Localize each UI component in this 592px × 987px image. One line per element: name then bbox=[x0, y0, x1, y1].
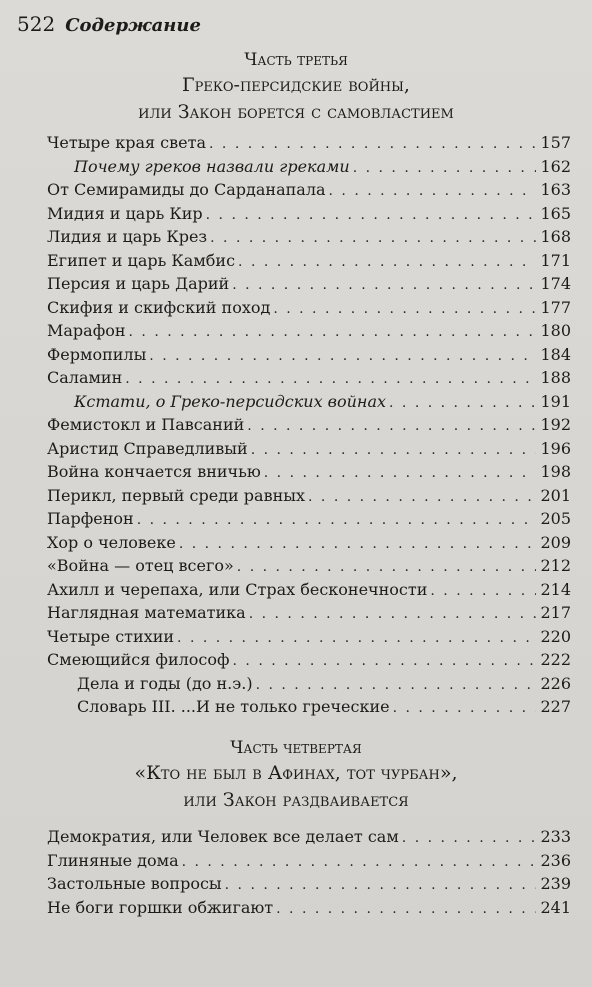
toc-entry bbox=[47, 695, 571, 719]
dot-leader bbox=[233, 650, 537, 674]
toc-entry-page: 165 bbox=[540, 203, 571, 223]
toc-entry-page: 233 bbox=[540, 827, 571, 846]
toc-part-three bbox=[47, 131, 571, 719]
dot-leader bbox=[353, 157, 537, 181]
toc-entry-title: Глиняные дома bbox=[47, 850, 179, 870]
toc-entry-page: 184 bbox=[540, 344, 571, 364]
toc-entry-title: Словарь III. ...И не только греческие bbox=[77, 697, 390, 716]
dot-leader bbox=[232, 274, 536, 298]
toc-entry bbox=[47, 825, 571, 849]
toc-entry bbox=[47, 507, 571, 531]
dot-leader bbox=[179, 533, 537, 557]
toc-entry-page: 177 bbox=[540, 297, 571, 317]
dot-leader bbox=[206, 204, 537, 228]
toc-entry bbox=[47, 272, 571, 296]
toc-entry-title: Почему греков назвали греками bbox=[74, 156, 350, 176]
toc-entry bbox=[47, 390, 571, 414]
toc-entry-page: 201 bbox=[540, 485, 571, 505]
toc-entry-page: 239 bbox=[540, 874, 571, 893]
toc-entry-title: Смеющийся философ bbox=[47, 650, 230, 669]
toc-entry-page: 191 bbox=[540, 391, 571, 411]
toc-entry bbox=[47, 531, 571, 555]
dot-leader bbox=[273, 298, 536, 322]
dot-leader bbox=[430, 580, 536, 604]
toc-entry-page: 209 bbox=[540, 532, 571, 552]
toc-entry bbox=[47, 178, 571, 202]
toc-entry-title: Марафон bbox=[47, 321, 126, 340]
toc-entry-page: 157 bbox=[540, 133, 571, 152]
toc-entry bbox=[47, 554, 571, 578]
toc-part-four bbox=[47, 825, 571, 919]
part-four-title-line1: «Кто не был в Афинах, тот чурбан», bbox=[134, 762, 458, 784]
toc-entry bbox=[47, 484, 571, 508]
dot-leader bbox=[210, 227, 536, 251]
toc-entry-page: 214 bbox=[540, 579, 571, 599]
dot-leader bbox=[129, 321, 537, 345]
toc-entry-page: 226 bbox=[540, 673, 571, 693]
toc-entry-title: Перикл, первый среди равных bbox=[47, 485, 306, 505]
dot-leader bbox=[393, 697, 537, 721]
toc-entry bbox=[47, 896, 571, 920]
part-four-heading bbox=[0, 736, 592, 814]
toc-entry-page: 163 bbox=[540, 180, 571, 199]
toc-entry-page: 222 bbox=[540, 650, 571, 669]
toc-entry-title: Аристид Справедливый bbox=[47, 438, 248, 458]
dot-leader bbox=[177, 627, 536, 651]
toc-entry bbox=[47, 648, 571, 672]
toc-entry-title: «Война — отец всего» bbox=[47, 556, 234, 575]
toc-entry bbox=[47, 578, 571, 602]
toc-entry-title: Египет и царь Камбис bbox=[47, 250, 236, 270]
dot-leader bbox=[137, 509, 537, 533]
dot-leader bbox=[251, 439, 537, 463]
toc-entry-page: 196 bbox=[540, 438, 571, 458]
toc-entry bbox=[47, 319, 571, 343]
part-three-title-line2: или Закон борется с самовластием bbox=[138, 101, 454, 123]
part-four-number: Часть четвертая bbox=[230, 738, 362, 758]
dot-leader bbox=[402, 827, 537, 851]
toc-entry bbox=[47, 413, 571, 437]
toc-entry-title: Демократия, или Человек все делает сам bbox=[47, 827, 399, 846]
toc-entry-title: Лидия и царь Крез bbox=[47, 227, 208, 246]
dot-leader bbox=[329, 180, 537, 204]
toc-entry-title: Скифия и скифский поход bbox=[47, 297, 271, 317]
toc-entry bbox=[47, 460, 571, 484]
dot-leader bbox=[125, 368, 536, 392]
toc-entry-page: 227 bbox=[540, 697, 571, 716]
dot-leader bbox=[149, 345, 536, 369]
dot-leader bbox=[237, 556, 537, 580]
dot-leader bbox=[256, 674, 537, 698]
dot-leader bbox=[249, 603, 537, 627]
toc-entry bbox=[47, 249, 571, 273]
toc-entry-page: 192 bbox=[540, 415, 571, 434]
toc-entry-page: 168 bbox=[540, 227, 571, 246]
dot-leader bbox=[264, 462, 537, 486]
toc-entry-page: 174 bbox=[540, 274, 571, 293]
toc-entry bbox=[47, 343, 571, 367]
dot-leader bbox=[209, 133, 536, 157]
toc-entry-page: 236 bbox=[540, 850, 571, 870]
toc-entry bbox=[47, 202, 571, 226]
page-number: 522 bbox=[17, 12, 56, 36]
dot-leader bbox=[308, 486, 536, 510]
toc-entry bbox=[47, 849, 571, 873]
toc-entry-page: 212 bbox=[540, 556, 571, 575]
dot-leader bbox=[247, 415, 536, 439]
toc-entry-title: Саламин bbox=[47, 368, 123, 387]
toc-entry-title: Фермопилы bbox=[47, 344, 147, 364]
part-three-heading bbox=[0, 48, 592, 126]
dot-leader bbox=[182, 851, 537, 875]
toc-entry-title: Персия и царь Дарий bbox=[47, 274, 230, 293]
toc-entry-title: Ахилл и черепаха, или Страх бесконечности bbox=[47, 579, 428, 599]
running-title: Содержание bbox=[65, 15, 201, 36]
toc-entry-page: 162 bbox=[540, 156, 571, 176]
toc-entry-page: 171 bbox=[540, 250, 571, 270]
dot-leader bbox=[389, 392, 536, 416]
toc-entry-title: Застольные вопросы bbox=[47, 874, 222, 893]
toc-entry-title: От Семирамиды до Сарданапала bbox=[47, 180, 326, 199]
toc-entry bbox=[47, 366, 571, 390]
toc-entry bbox=[47, 601, 571, 625]
toc-entry-title: Дела и годы (до н.э.) bbox=[77, 673, 253, 693]
toc-entry-page: 180 bbox=[540, 321, 571, 340]
toc-entry bbox=[47, 225, 571, 249]
toc-entry bbox=[47, 296, 571, 320]
toc-entry-title: Мидия и царь Кир bbox=[47, 203, 203, 223]
toc-entry-title: Четыре стихии bbox=[47, 626, 175, 646]
toc-entry-title: Хор о человеке bbox=[47, 532, 176, 552]
toc-entry-page: 241 bbox=[540, 897, 571, 917]
part-three-title-line1: Греко-персидские войны, bbox=[182, 74, 410, 96]
toc-entry bbox=[47, 131, 571, 155]
dot-leader bbox=[225, 874, 537, 898]
dot-leader bbox=[276, 898, 536, 922]
toc-entry bbox=[47, 672, 571, 696]
toc-entry-title: Кстати, о Греко-персидских войнах bbox=[74, 391, 387, 411]
toc-entry-title: Наглядная математика bbox=[47, 603, 246, 622]
toc-entry-title: Парфенон bbox=[47, 509, 134, 528]
toc-entry-page: 198 bbox=[540, 462, 571, 481]
dot-leader bbox=[238, 251, 536, 275]
toc-entry-title: Фемистокл и Павсаний bbox=[47, 415, 245, 434]
toc-entry bbox=[47, 872, 571, 896]
running-header bbox=[17, 10, 201, 40]
toc-entry-page: 188 bbox=[540, 368, 571, 387]
toc-entry-title: Не боги горшки обжигают bbox=[47, 897, 274, 917]
toc-entry bbox=[47, 437, 571, 461]
part-four-title-line2: или Закон раздваивается bbox=[183, 789, 409, 811]
toc-entry-page: 220 bbox=[540, 626, 571, 646]
part-three-number: Часть третья bbox=[244, 50, 348, 70]
toc-entry bbox=[47, 625, 571, 649]
toc-entry-title: Война кончается вничью bbox=[47, 462, 261, 481]
toc-entry-page: 205 bbox=[540, 509, 571, 528]
toc-entry-title: Четыре края света bbox=[47, 133, 207, 152]
toc-entry-page: 217 bbox=[540, 603, 571, 622]
toc-entry bbox=[47, 155, 571, 179]
